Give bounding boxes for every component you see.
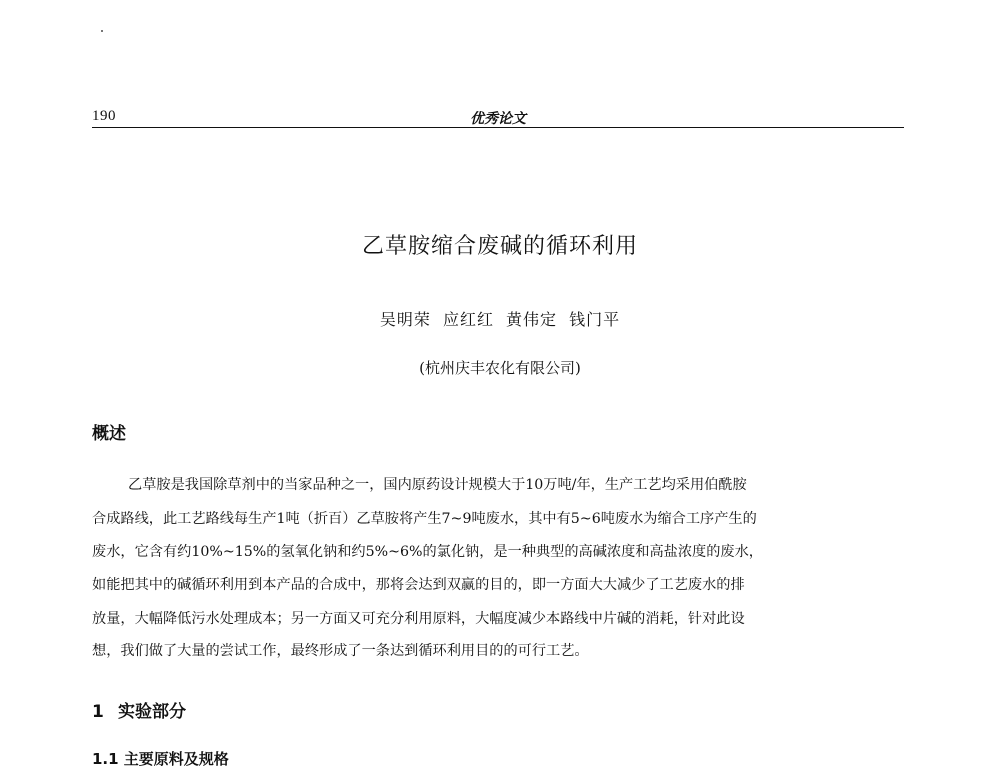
author-list: 吴明荣 应红红 黄伟定 钱门平 — [379, 310, 621, 329]
page-number: 190 — [92, 108, 116, 124]
paragraph-line: 废水，它含有约10%~15%的氢氧化钠和约5%~6%的氯化钠，是一种典型的高碱浓度和高盐浓度的废水， — [92, 544, 763, 560]
subsection-heading: 1.1 主要原料及规格 — [92, 750, 229, 768]
paragraph-line: 放量，大幅降低污水处理成本；另一方面又可充分利用原料，大幅度减少本路线中片碱的消耗，针对此设 — [92, 611, 745, 627]
running-title: 优秀论文 — [470, 111, 526, 127]
paragraph-line: 想，我们做了大量的尝试工作，最终形成了一条达到循环利用目的的可行工艺。 — [92, 643, 589, 659]
scan-speck — [101, 30, 103, 32]
section-heading-overview: 概述 — [92, 424, 126, 444]
section-title: 实验部分 — [118, 702, 186, 722]
running-header — [92, 108, 904, 128]
header-rule — [92, 127, 904, 128]
section-number: 1 — [92, 702, 104, 722]
paragraph-line: 乙草胺是我国除草剂中的当家品种之一，国内原药设计规模大于10万吨/年，生产工艺均采用伯酰胺 — [128, 477, 747, 493]
affiliation: (杭州庆丰农化有限公司) — [419, 359, 581, 377]
paper-title: 乙草胺缩合废碱的循环利用 — [361, 234, 638, 259]
section-heading-experimental — [92, 697, 186, 722]
paragraph-line: 合成路线，此工艺路线每生产1吨（折百）乙草胺将产生7~9吨废水，其中有5~6吨废水为缩合工序产生的 — [92, 511, 757, 527]
paragraph-line: 如能把其中的碱循环利用到本产品的合成中，那将会达到双赢的目的，即一方面大大减少了工艺废水的排 — [92, 577, 745, 593]
